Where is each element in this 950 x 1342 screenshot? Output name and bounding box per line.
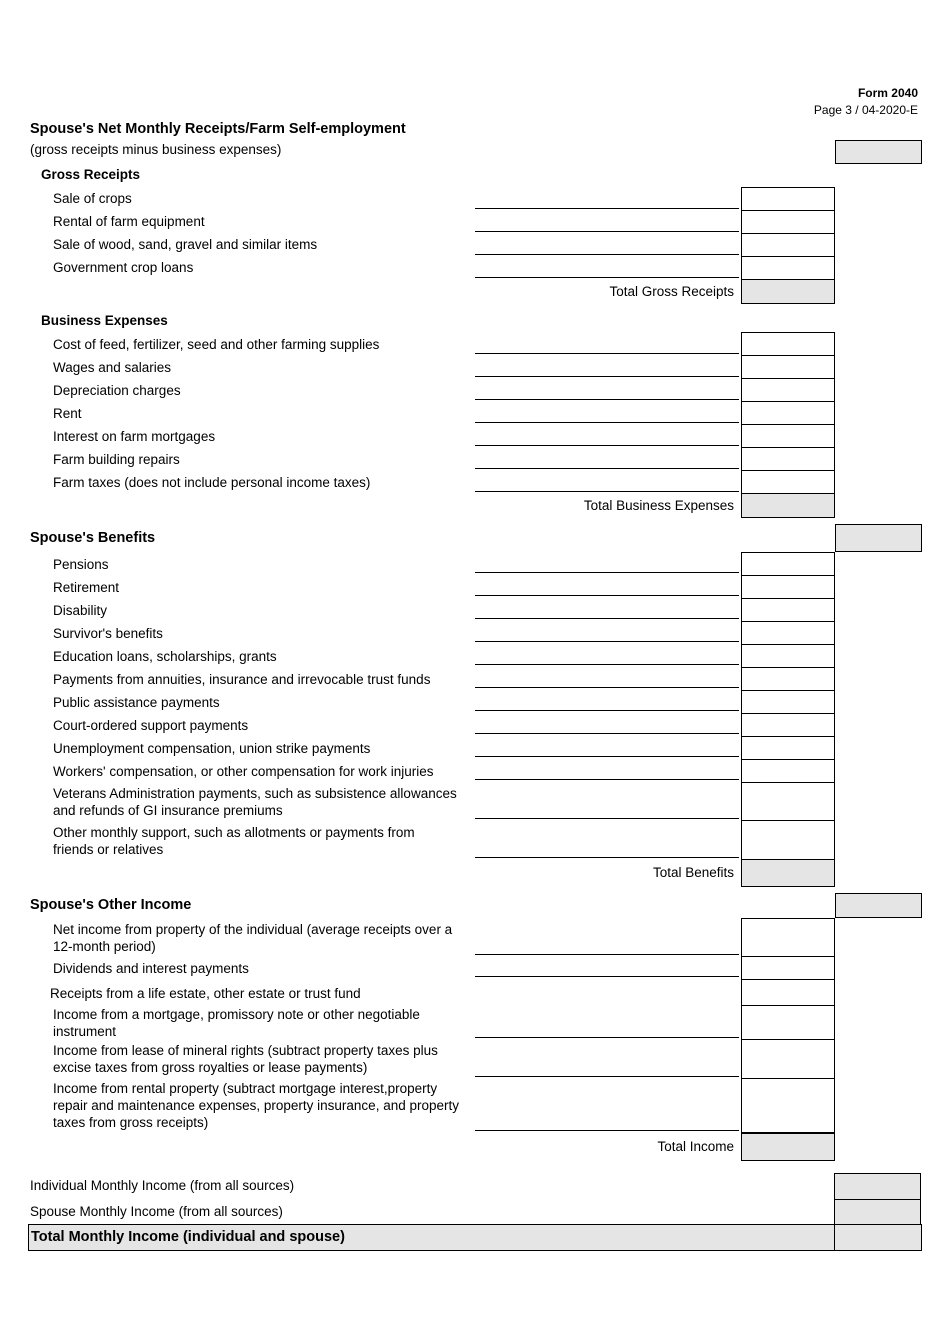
business-expense-amount-field[interactable] xyxy=(741,401,835,425)
gross-receipt-label: Sale of crops xyxy=(53,191,132,206)
business-expense-label: Cost of feed, fertilizer, seed and other farming supplies xyxy=(53,337,380,352)
other-income-amount-field[interactable] xyxy=(741,1039,835,1079)
total-monthly-income-label: Total Monthly Income (individual and spouse) xyxy=(31,1229,345,1245)
benefit-label: Pensions xyxy=(53,557,109,572)
other-income-description-line[interactable] xyxy=(475,1037,739,1038)
other-income-description-line[interactable] xyxy=(475,954,739,955)
benefit-amount-field[interactable] xyxy=(741,713,835,737)
gross-receipt-amount-field[interactable] xyxy=(741,210,835,234)
individual-income-row xyxy=(28,1173,922,1199)
gross-receipt-label: Sale of wood, sand, gravel and similar items xyxy=(53,237,318,252)
other-income-label: Income from lease of mineral rights (subtract property taxes plus excise taxes from gross royalties or lease payments) xyxy=(53,1043,438,1075)
other-income-description-line[interactable] xyxy=(475,1076,739,1077)
benefit-description-line[interactable] xyxy=(475,618,739,619)
gross-receipt-label: Government crop loans xyxy=(53,260,194,275)
gross-receipt-amount-field[interactable] xyxy=(741,256,835,280)
gross-receipt-label: Rental of farm equipment xyxy=(53,214,205,229)
benefit-description-line[interactable] xyxy=(475,641,739,642)
other-income-label: Net income from property of the individual (average receipts over a 12-month period) xyxy=(53,922,453,954)
benefit-label: Court-ordered support payments xyxy=(53,718,249,733)
benefit-amount-field[interactable] xyxy=(741,598,835,622)
individual-income-label: Individual Monthly Income (from all sources) xyxy=(30,1178,295,1193)
benefit-description-line[interactable] xyxy=(475,857,739,858)
benefit-description-line[interactable] xyxy=(475,818,739,819)
benefit-description-line[interactable] xyxy=(475,756,739,757)
benefit-label: Veterans Administration payments, such as subsistence allowances and refunds of GI insurance premiums xyxy=(53,786,457,818)
business-expense-amount-field[interactable] xyxy=(741,332,835,356)
gross-receipt-amount-field[interactable] xyxy=(741,187,835,211)
farm-section-subtitle: (gross receipts minus business expenses) xyxy=(30,142,282,157)
gross-receipt-description-line[interactable] xyxy=(475,277,739,278)
gross-receipt-description-line[interactable] xyxy=(475,231,739,232)
benefits-section-title: Spouse's Benefits xyxy=(30,530,156,546)
other-income-label: Income from rental property (subtract mortgage interest,property repair and maintenance expenses, property insurance, and property taxes from gross receipts) xyxy=(53,1081,459,1130)
total-monthly-income-field[interactable] xyxy=(834,1224,922,1251)
business-expenses-heading: Business Expenses xyxy=(41,313,168,328)
benefit-label: Retirement xyxy=(53,580,120,595)
business-expense-description-line[interactable] xyxy=(475,468,739,469)
business-expense-label: Rent xyxy=(53,406,82,421)
benefit-description-line[interactable] xyxy=(475,595,739,596)
benefit-amount-field[interactable] xyxy=(741,782,835,821)
total-business-expenses-field[interactable] xyxy=(741,493,835,518)
form-number: Form 2040 xyxy=(857,86,918,100)
spouse-income-row xyxy=(28,1199,922,1225)
other-income-amount-field[interactable] xyxy=(741,1078,835,1133)
other-income-amount-field[interactable] xyxy=(741,918,835,957)
gross-receipts-heading: Gross Receipts xyxy=(41,167,141,182)
benefit-label: Disability xyxy=(53,603,108,618)
benefit-description-line[interactable] xyxy=(475,687,739,688)
business-expense-label: Farm taxes (does not include personal income taxes) xyxy=(53,475,371,490)
business-expense-description-line[interactable] xyxy=(475,376,739,377)
other-income-amount-field[interactable] xyxy=(741,956,835,980)
business-expense-description-line[interactable] xyxy=(475,422,739,423)
benefit-amount-field[interactable] xyxy=(741,820,835,860)
benefit-amount-field[interactable] xyxy=(741,690,835,714)
benefit-amount-field[interactable] xyxy=(741,575,835,599)
gross-receipt-description-line[interactable] xyxy=(475,208,739,209)
benefit-amount-field[interactable] xyxy=(741,621,835,645)
business-expense-amount-field[interactable] xyxy=(741,447,835,471)
other-income-section-title: Spouse's Other Income xyxy=(30,897,192,913)
benefit-label: Workers' compensation, or other compensation for work injuries xyxy=(53,764,434,779)
benefit-amount-field[interactable] xyxy=(741,667,835,691)
benefit-amount-field[interactable] xyxy=(741,736,835,760)
spouse-income-label: Spouse Monthly Income (from all sources) xyxy=(30,1204,283,1219)
farm-net-total-field[interactable] xyxy=(835,140,922,164)
benefit-amount-field[interactable] xyxy=(741,552,835,576)
benefit-label: Payments from annuities, insurance and irrevocable trust funds xyxy=(53,672,431,687)
business-expense-description-line[interactable] xyxy=(475,491,739,492)
benefit-label: Education loans, scholarships, grants xyxy=(53,649,277,664)
income-summary xyxy=(28,1173,922,1251)
other-income-amount-field[interactable] xyxy=(741,979,835,1006)
total-benefits-label: Total Benefits xyxy=(652,865,734,880)
benefit-label: Public assistance payments xyxy=(53,695,220,710)
business-expense-amount-field[interactable] xyxy=(741,378,835,402)
benefit-description-line[interactable] xyxy=(475,572,739,573)
total-gross-receipts-label: Total Gross Receipts xyxy=(609,284,734,299)
benefit-description-line[interactable] xyxy=(475,710,739,711)
farm-section-title: Spouse's Net Monthly Receipts/Farm Self-employment xyxy=(30,121,406,137)
business-expense-label: Interest on farm mortgages xyxy=(53,429,216,444)
spouse-income-field[interactable] xyxy=(834,1199,921,1225)
other-income-label: Receipts from a life estate, other estate or trust fund xyxy=(50,986,361,1001)
business-expense-label: Farm building repairs xyxy=(53,452,180,467)
benefit-label: Unemployment compensation, union strike payments xyxy=(53,741,371,756)
benefit-amount-field[interactable] xyxy=(741,644,835,668)
benefit-description-line[interactable] xyxy=(475,664,739,665)
benefit-amount-field[interactable] xyxy=(741,759,835,783)
gross-receipt-amount-field[interactable] xyxy=(741,233,835,257)
other-income-description-line[interactable] xyxy=(475,976,739,977)
gross-receipt-description-line[interactable] xyxy=(475,254,739,255)
business-expense-description-line[interactable] xyxy=(475,399,739,400)
business-expense-description-line[interactable] xyxy=(475,353,739,354)
other-income-section-total-field[interactable] xyxy=(835,893,922,918)
other-income-label: Dividends and interest payments xyxy=(53,961,249,976)
other-income-amount-field[interactable] xyxy=(741,1005,835,1040)
benefit-label: Survivor's benefits xyxy=(53,626,163,641)
benefit-description-line[interactable] xyxy=(475,733,739,734)
individual-income-field[interactable] xyxy=(834,1173,921,1200)
other-income-description-line[interactable] xyxy=(475,1130,739,1131)
benefit-description-line[interactable] xyxy=(475,779,739,780)
total-monthly-income-row xyxy=(28,1224,922,1251)
page-number: Page 3 / 04-2020-E xyxy=(813,103,918,117)
business-expense-amount-field[interactable] xyxy=(741,424,835,448)
total-benefits-field[interactable] xyxy=(741,859,835,887)
total-business-expenses-label: Total Business Expenses xyxy=(583,498,734,513)
total-gross-receipts-field[interactable] xyxy=(741,279,835,304)
business-expense-description-line[interactable] xyxy=(475,445,739,446)
other-income-label: Income from a mortgage, promissory note or other negotiable instrument xyxy=(53,1007,420,1039)
business-expense-amount-field[interactable] xyxy=(741,355,835,379)
business-expense-label: Wages and salaries xyxy=(53,360,172,375)
benefits-section-total-field[interactable] xyxy=(835,524,922,552)
business-expense-amount-field[interactable] xyxy=(741,470,835,494)
total-income-field[interactable] xyxy=(741,1133,835,1161)
benefit-label: Other monthly support, such as allotments or payments from friends or relatives xyxy=(53,825,415,857)
total-income-label: Total Income xyxy=(657,1139,734,1154)
business-expense-label: Depreciation charges xyxy=(53,383,181,398)
